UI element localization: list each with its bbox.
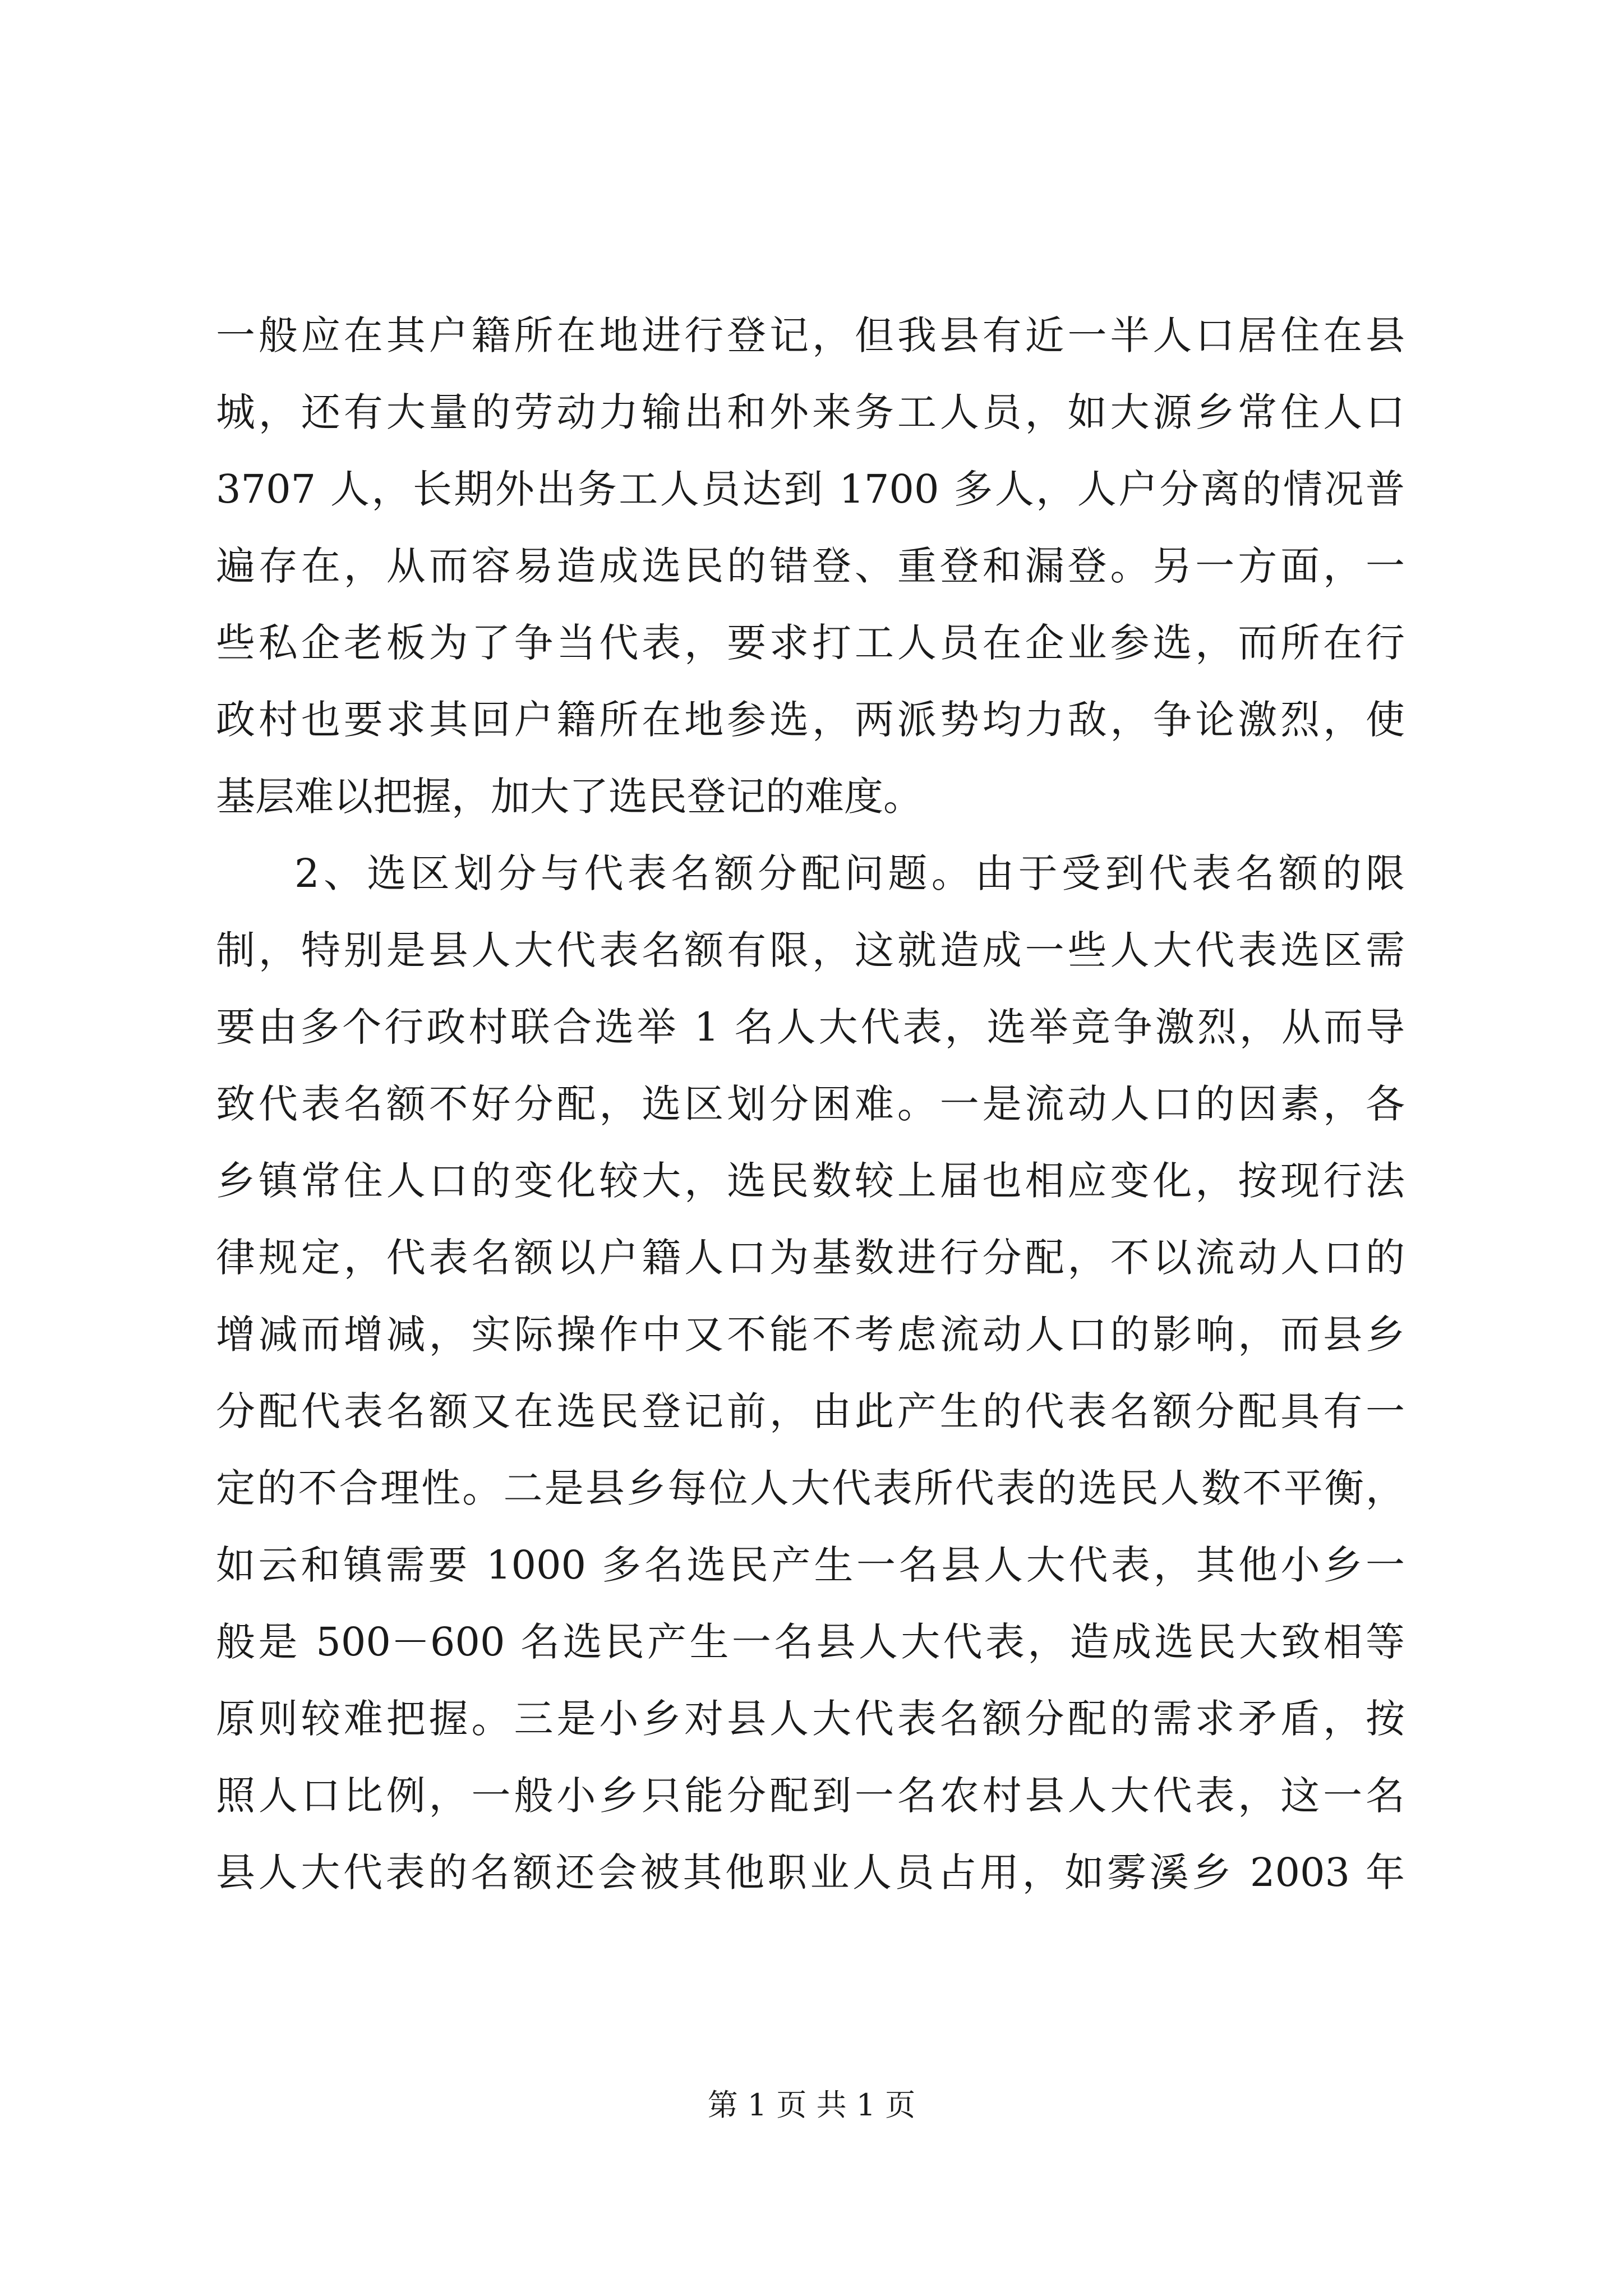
text-line: 定的不合理性。二是县乡每位人大代表所代表的选民人数不平衡， <box>216 1465 1405 1511</box>
document-body <box>216 297 1405 1911</box>
text-line: 2、选区划分与代表名额分配问题。由于受到代表名额的限 <box>294 850 1405 896</box>
text-line: 增减而增减，实际操作中又不能不考虑流动人口的影响，而县乡 <box>216 1312 1405 1358</box>
text-line: 一般应在其户籍所在地进行登记，但我县有近一半人口居住在县 <box>216 312 1405 358</box>
paragraph-voter-registration <box>216 297 1405 835</box>
text-line: 遍存在，从而容易造成选民的错登、重登和漏登。另一方面，一 <box>216 543 1405 589</box>
text-line: 乡镇常住人口的变化较大，选民数较上届也相应变化，按现行法 <box>216 1158 1405 1204</box>
text-line: 致代表名额不好分配，选区划分困难。一是流动人口的因素，各 <box>216 1081 1405 1127</box>
text-line: 律规定，代表名额以户籍人口为基数进行分配，不以流动人口的 <box>216 1235 1405 1281</box>
text-line: 原则较难把握。三是小乡对县人大代表名额分配的需求矛盾，按 <box>216 1696 1405 1742</box>
page-number-footer: 第 1 页 共 1 页 <box>707 2087 916 2123</box>
text-line: 些私企老板为了争当代表，要求打工人员在企业参选，而所在行 <box>216 620 1405 666</box>
text-line: 如云和镇需要 1000 多名选民产生一名县人大代表，其他小乡一 <box>216 1542 1405 1588</box>
text-line: 要由多个行政村联合选举 1 名人大代表，选举竞争激烈，从而导 <box>216 1004 1405 1050</box>
text-line: 分配代表名额又在选民登记前，由此产生的代表名额分配具有一 <box>216 1388 1405 1434</box>
text-line: 政村也要求其回户籍所在地参选，两派势均力敌，争论激烈，使 <box>216 697 1405 743</box>
text-line: 制，特别是县人大代表名额有限，这就造成一些人大代表选区需 <box>216 927 1405 973</box>
text-line: 基层难以把握，加大了选民登记的难度。 <box>216 774 923 820</box>
paragraph-district-quota <box>216 835 1405 1911</box>
text-line: 照人口比例，一般小乡只能分配到一名农村县人大代表，这一名 <box>216 1773 1405 1819</box>
text-line: 城，还有大量的劳动力输出和外来务工人员，如大源乡常住人口 <box>216 389 1405 435</box>
text-line: 3707 人，长期外出务工人员达到 1700 多人，人户分离的情况普 <box>216 466 1405 512</box>
text-line: 县人大代表的名额还会被其他职业人员占用，如雾溪乡 2003 年 <box>216 1849 1405 1895</box>
text-line: 般是 500－600 名选民产生一名县人大代表，造成选民大致相等 <box>216 1619 1405 1665</box>
